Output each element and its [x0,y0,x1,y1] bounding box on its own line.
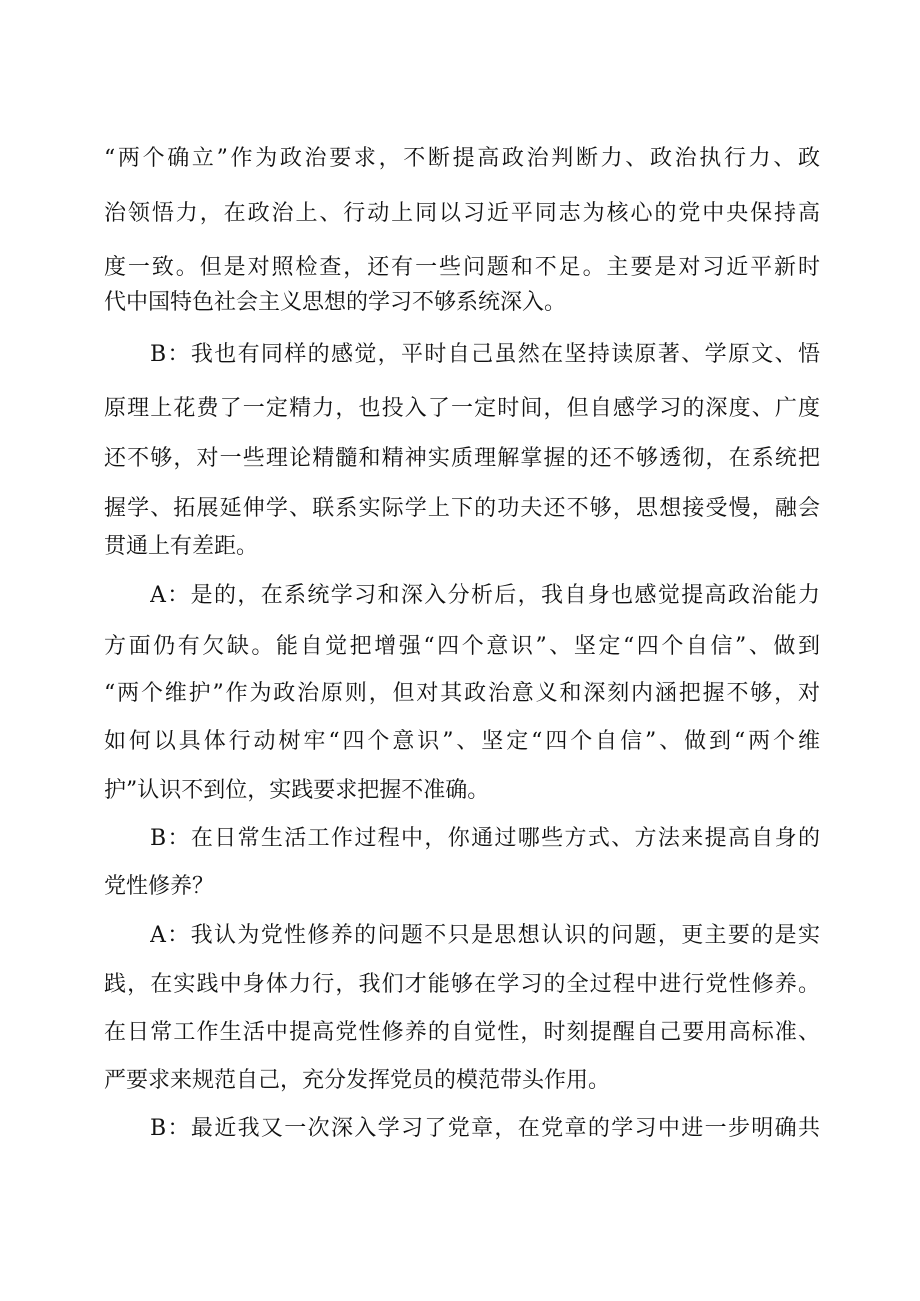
text-line: 治领悟力，在政治上、行动上同以习近平同志为核心的党中央保持高 [104,201,820,226]
text-line: “两个确立”作为政治要求，不断提高政治判断力、政治执行力、政 [104,146,820,171]
text-line: 贯通上有差距。 [104,534,259,559]
text-line: 还不够，对一些理论精髓和精神实质理解掌握的还不够透彻，在系统把 [104,446,820,471]
text-line: 代中国特色社会主义思想的学习不够系统深入。 [104,290,567,315]
text-line: A：是的，在系统学习和深入分析后，我自身也感觉提高政治能力 [150,583,820,608]
text-line: 方面仍有欠缺。能自觉把增强“四个意识”、坚定“四个自信”、做到 [104,634,820,659]
text-line: 践，在实践中身体力行，我们才能够在学习的全过程中进行党性修养。 [104,972,820,997]
text-line: B：最近我又一次深入学习了党章，在党章的学习中进一步明确共 [150,1116,820,1141]
text-line: B：我也有同样的感觉，平时自己虽然在坚持读原著、学原文、悟 [150,342,820,367]
text-line: B：在日常生活工作过程中，你通过哪些方式、方法来提高自身的 [150,826,820,851]
text-line: 党性修养？ [104,874,215,899]
text-line: 原理上花费了一定精力，也投入了一定时间，但自感学习的深度、广度 [104,396,820,421]
text-line: 在日常工作生活中提高党性修养的自觉性，时刻提醒自己要用高标准、 [104,1020,820,1045]
text-line: 如何以具体行动树牢“四个意识”、坚定“四个自信”、做到“两个维 [104,729,820,754]
text-line: A：我认为党性修养的问题不只是思想认识的问题，更主要的是实 [150,923,820,948]
text-line: 护”认识不到位，实践要求把握不准确。 [104,778,490,803]
text-line: 握学、拓展延伸学、联系实际学上下的功夫还不够，思想接受慢，融会 [104,496,820,521]
text-line: “两个维护”作为政治原则，但对其政治意义和深刻内涵把握不够，对 [104,681,820,706]
text-line: 度一致。但是对照检查，还有一些问题和不足。主要是对习近平新时 [104,255,820,280]
text-line: 严要求来规范自己，充分发挥党员的模范带头作用。 [104,1068,611,1093]
